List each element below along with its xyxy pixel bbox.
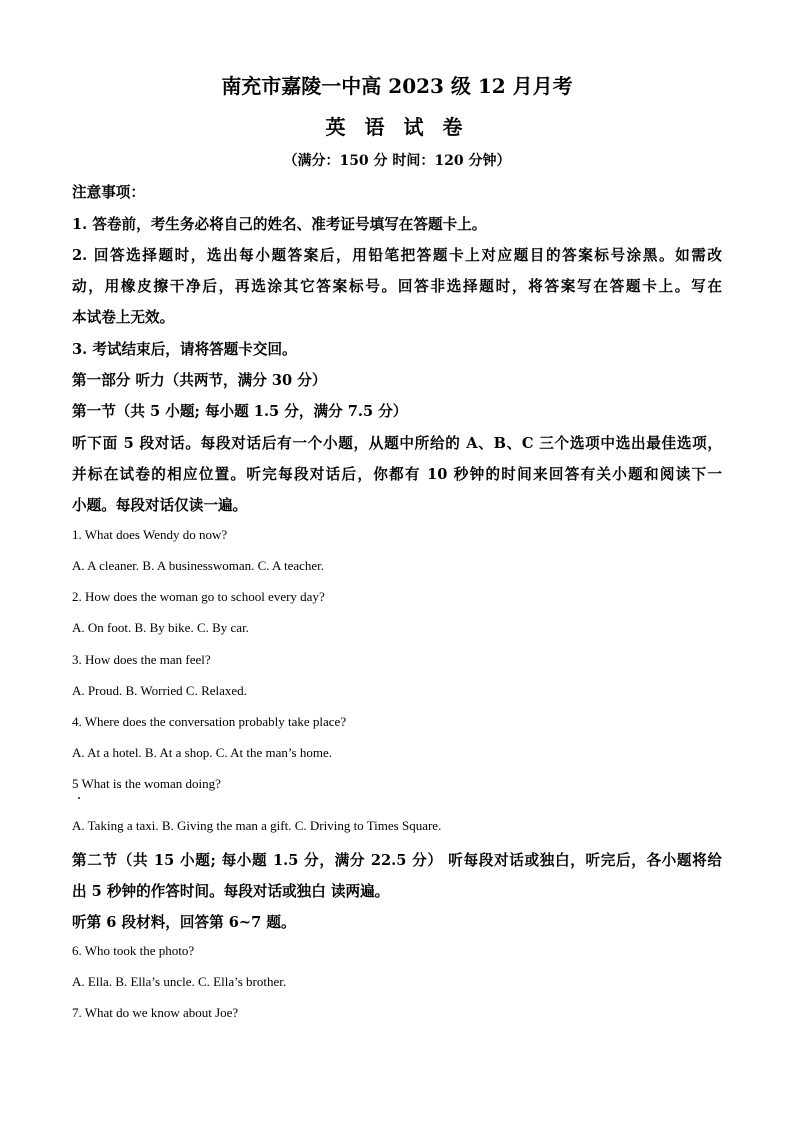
material-6-instruction: 听第 6 段材料，回答第 6~7 题。 [72, 914, 296, 931]
question-5: 5 What is the woman doing? [72, 776, 221, 791]
question-5-options: A. Taking a taxi. B. Giving the man a gift. C. Driving to Times Square. [72, 818, 442, 833]
note-item-3: 3. 考试结束后，请将答题卡交回。 [72, 341, 297, 358]
section1-heading: 第一节（共 5 小题; 每小题 1.5 分，满分 7.5 分） [72, 403, 408, 420]
section1-instruction-line-3: 小题。每段对话仅读一遍。 [72, 497, 248, 514]
section1-instruction-line-2: 并标在试卷的相应位置。听完每段对话后，你都有 10 秒钟的时间来回答有关小题和阅读下一 [72, 466, 722, 483]
part1-heading: 第一部分 听力（共两节，满分 30 分） [72, 372, 327, 389]
question-3: 3. How does the man feel? [72, 652, 211, 667]
note-item-2-line-1: 2. 回答选择题时，选出每小题答案后，用铅笔把答题卡上对应题目的答案标号涂黑。如需改 [72, 247, 722, 264]
note-item-1: 1. 答卷前，考生务必将自己的姓名、准考证号填写在答题卡上。 [72, 216, 487, 233]
stray-dot-mark [78, 797, 80, 799]
note-item-2-line-3: 本试卷上无效。 [72, 309, 175, 326]
section2-heading-line-1: 第二节（共 15 小题; 每小题 1.5 分，满分 22.5 分） 听每段对话或独白，听完后，各小题将给 [72, 852, 722, 869]
question-3-options: A. Proud. B. Worried C. Relaxed. [72, 683, 247, 698]
question-6-options: A. Ella. B. Ella’s uncle. C. Ella’s brother. [72, 974, 287, 989]
school-title: 南充市嘉陵一中高 2023 级 12 月月考 [221, 74, 573, 98]
question-4-options: A. At a hotel. B. At a shop. C. At the man’s home. [72, 745, 332, 760]
question-2: 2. How does the woman go to school every day? [72, 589, 325, 604]
question-1: 1. What does Wendy do now? [72, 527, 228, 542]
question-4: 4. Where does the conversation probably take place? [72, 714, 347, 729]
subject-title: 英 语 试 卷 [325, 115, 469, 139]
section1-instruction-line-1: 听下面 5 段对话。每段对话后有一个小题，从题中所给的 A、B、C 三个选项中选出最佳选项， [72, 435, 722, 452]
question-6: 6. Who took the photo? [72, 943, 195, 958]
notes-heading: 注意事项： [72, 184, 145, 201]
score-time-line: （满分：150 分 时间：120 分钟） [283, 153, 511, 169]
section2-heading-line-2: 出 5 秒钟的作答时间。每段对话或独白 读两遍。 [72, 883, 390, 900]
note-item-2-line-2: 动，用橡皮擦干净后，再选涂其它答案标号。回答非选择题时，将答案写在答题卡上。写在 [72, 278, 722, 295]
question-7: 7. What do we know about Joe? [72, 1005, 239, 1020]
question-1-options: A. A cleaner. B. A businesswoman. C. A teacher. [72, 558, 325, 573]
question-2-options: A. On foot. B. By bike. C. By car. [72, 620, 249, 635]
